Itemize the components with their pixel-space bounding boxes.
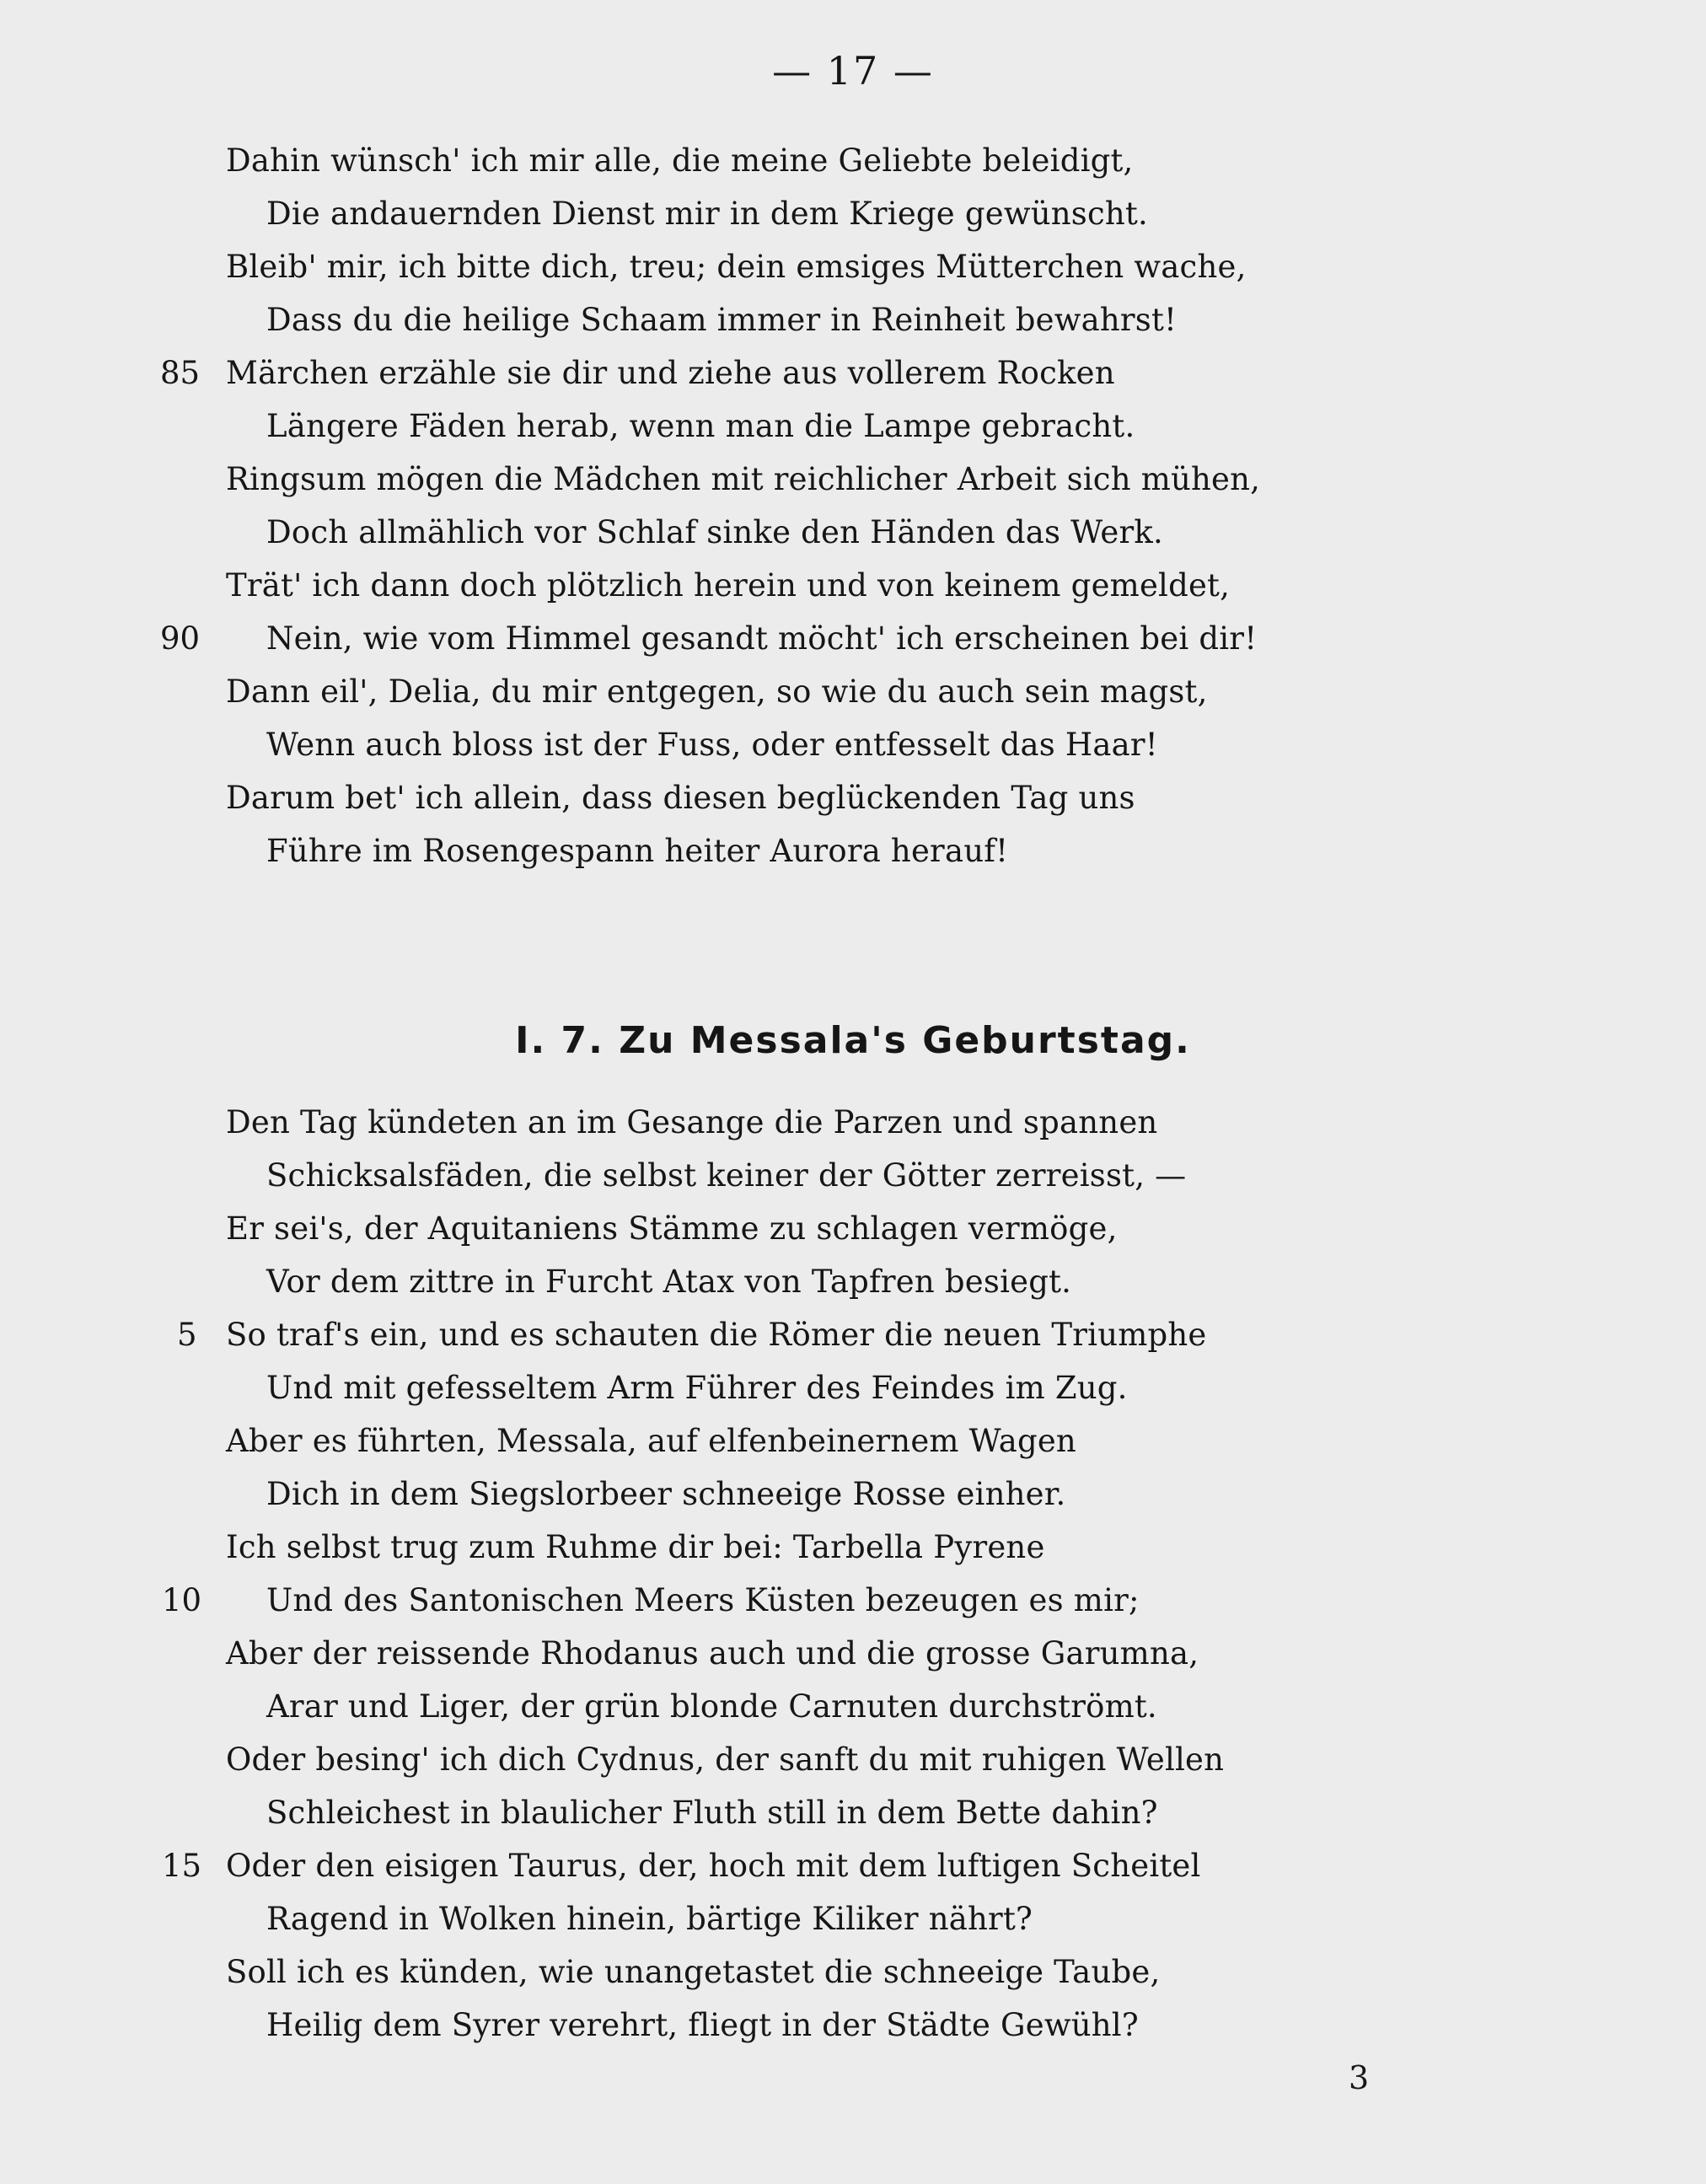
verse-line: Ich selbst trug zum Ruhme dir bei: Tarbella Pyrene: [226, 1529, 1045, 1565]
verse-line: Und mit gefesseltem Arm Führer des Feindes im Zug.: [266, 1370, 1128, 1406]
verse-line: Dahin wünsch' ich mir alle, die meine Geliebte beleidigt,: [226, 142, 1134, 179]
verse-line: Die andauernden Dienst mir in dem Kriege gewünscht.: [266, 196, 1148, 232]
verse-line: Schleichest in blaulicher Fluth still in dem Bette dahin?: [266, 1795, 1158, 1831]
line-number: 5: [177, 1317, 197, 1353]
verse-line: Aber der reissende Rhodanus auch und die grosse Garumna,: [226, 1635, 1199, 1672]
verse-line: Und des Santonischen Meers Küsten bezeugen es mir;: [266, 1582, 1140, 1618]
section-title: I. 7. Zu Messala's Geburtstag.: [515, 1019, 1191, 1062]
verse-line: Soll ich es künden, wie unangetastet die schneeige Taube,: [226, 1954, 1161, 1990]
verse-line: Er sei's, der Aquitaniens Stämme zu schlagen vermöge,: [226, 1210, 1118, 1247]
verse-line: Dass du die heilige Schaam immer in Reinheit bewahrst!: [266, 302, 1178, 338]
verse-line: Schicksalsfäden, die selbst keiner der Götter zerreisst, —: [266, 1157, 1187, 1194]
verse-line: Oder den eisigen Taurus, der, hoch mit dem luftigen Scheitel: [226, 1848, 1201, 1884]
line-number: 90: [160, 620, 201, 657]
verse-line: Aber es führten, Messala, auf elfenbeinernem Wagen: [226, 1423, 1076, 1459]
verse-line: Dich in dem Siegslorbeer schneeige Rosse einher.: [266, 1476, 1066, 1512]
verse-line: Ringsum mögen die Mädchen mit reichlicher Arbeit sich mühen,: [226, 461, 1261, 497]
verse-line: Märchen erzähle sie dir und ziehe aus vollerem Rocken: [226, 355, 1115, 391]
page-number-header: — 17 —: [772, 48, 934, 94]
line-number: 10: [162, 1582, 202, 1618]
verse-line: Heilig dem Syrer verehrt, fliegt in der Städte Gewühl?: [266, 2007, 1139, 2043]
verse-line: Wenn auch bloss ist der Fuss, oder entfesselt das Haar!: [266, 727, 1158, 763]
verse-line: So traf's ein, und es schauten die Römer die neuen Triumphe: [226, 1317, 1207, 1353]
verse-line: Oder besing' ich dich Cydnus, der sanft du mit ruhigen Wellen: [226, 1741, 1225, 1778]
verse-line: Bleib' mir, ich bitte dich, treu; dein emsiges Mütterchen wache,: [226, 249, 1247, 285]
verse-line: Trät' ich dann doch plötzlich herein und von keinem gemeldet,: [226, 567, 1231, 604]
verse-line: Nein, wie vom Himmel gesandt möcht' ich erscheinen bei dir!: [266, 620, 1258, 657]
verse-line: Den Tag kündeten an im Gesange die Parzen und spannen: [226, 1104, 1158, 1140]
verse-line: Längere Fäden herab, wenn man die Lampe gebracht.: [266, 408, 1135, 444]
verse-line: Ragend in Wolken hinein, bärtige Kiliker nährt?: [266, 1901, 1033, 1937]
line-number: 15: [162, 1848, 202, 1884]
line-number: 85: [160, 355, 201, 391]
verse-line: Darum bet' ich allein, dass diesen beglückenden Tag uns: [226, 780, 1135, 816]
verse-line: Führe im Rosengespann heiter Aurora herauf!: [266, 833, 1009, 869]
verse-line: Arar und Liger, der grün blonde Carnuten durchströmt.: [266, 1688, 1157, 1725]
verse-line: Dann eil', Delia, du mir entgegen, so wie du auch sein magst,: [226, 673, 1208, 710]
verse-line: Vor dem zittre in Furcht Atax von Tapfren besiegt.: [266, 1264, 1072, 1300]
verse-line: Doch allmählich vor Schlaf sinke den Händen das Werk.: [266, 514, 1163, 550]
signature-mark: 3: [1349, 2059, 1370, 2096]
